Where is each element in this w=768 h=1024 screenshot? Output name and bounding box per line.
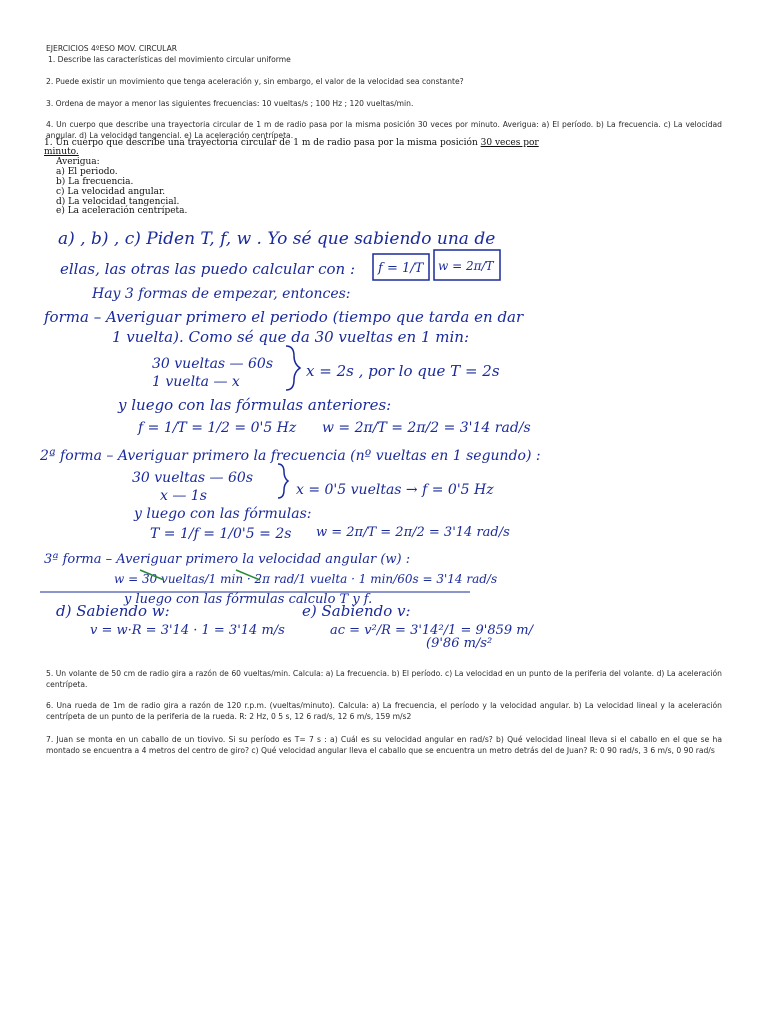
scan-line-1 (44, 138, 539, 148)
hw-line-11: y luego con las fórmulas: (134, 506, 312, 522)
hw-formula-frequency: f = 1/T (378, 261, 424, 276)
hw-line-9: 2ª forma – Averiguar primero la frecuencia (nº vueltas en 1 segundo) : (40, 448, 541, 464)
scan-item-5: e) La aceleración centrípeta. (56, 206, 188, 216)
hw-centripetal-rounded: (9'86 m/s² (426, 636, 493, 651)
hw-d-heading: d) Sabiendo w: (56, 602, 170, 620)
question-6: 6. Una rueda de 1m de radio gira a razón de 120 r.p.m. (vueltas/minuto). Calcula: a) La frecuencia, el período y la velocidad angular. b) La velocidad lineal y la aceleración centrípeta de un punto de la periferia de la rueda. R: 2 Hz, 0 5 s, 12 6 rad/s, 12 6 m/s, 159 m/s2 (46, 701, 722, 721)
scan-item-3: c) La velocidad angular. (56, 187, 166, 197)
document-title: EJERCICIOS 4ºESO MOV. CIRCULAR (46, 44, 178, 53)
scan-line-1-underlined: 30 veces por (480, 138, 539, 148)
brace-1 (286, 346, 300, 390)
hw-angular-calc: w = 2π/T = 2π/2 = 3'14 rad/s (322, 420, 531, 436)
scanned-statement (44, 138, 539, 216)
hw-line-1: a) , b) , c) Piden T, f, w . Yo sé que sabiendo una de (58, 229, 496, 249)
question-4: 4. Un cuerpo que describe una trayectoria circular de 1 m de radio pasa por la misma posición 30 veces por minuto. Averigua: a) El período. b) La frecuencia. c) La velocidad angular. d) La velocidad tangencial. e) La aceleración centrípeta. (46, 120, 722, 140)
hw-formula-angular: w = 2π/T (438, 259, 494, 273)
hw-tangential-calc: v = w·R = 3'14 · 1 = 3'14 m/s (90, 623, 285, 638)
hw-rule2-result: x = 0'5 vueltas → f = 0'5 Hz (296, 482, 494, 498)
hw-centripetal-calc: ac = v²/R = 3'14²/1 = 9'859 m/ (330, 623, 533, 638)
scan-line-2: minuto. (44, 147, 79, 157)
hw-rule-b: 1 vuelta — x (152, 374, 240, 390)
hw-line-7: y luego con las fórmulas anteriores: (118, 396, 392, 414)
question-3: 3. Ordena de mayor a menor las siguientes frecuencias: 10 vueltas/s ; 100 Hz ; 120 vueltas/min. (46, 99, 414, 108)
hw-frequency-calc: f = 1/T = 1/2 = 0'5 Hz (138, 420, 297, 436)
hw-line-4: forma – Averiguar primero el periodo (tiempo que tarda en dar (44, 308, 524, 326)
hw-line-15: y luego con las fórmulas calculo T y f. (124, 592, 373, 607)
question-2: 2. Puede existir un movimiento que tenga aceleración y, sin embargo, el valor de la velocidad sea constante? (46, 77, 464, 86)
hw-rule2-b: x — 1s (160, 488, 207, 504)
hw-line-5: 1 vuelta). Como sé que da 30 vueltas en 1 min: (112, 328, 470, 346)
hw-line-2: ellas, las otras las puedo calcular con : (60, 260, 356, 278)
hw-rule-a: 30 vueltas — 60s (152, 356, 274, 372)
scan-item-1: a) El periodo. (56, 167, 118, 177)
brace-2 (278, 464, 288, 498)
hw-angular-calc-2: w = 2π/T = 2π/2 = 3'14 rad/s (316, 525, 510, 540)
hw-line-3: Hay 3 formas de empezar, entonces: (92, 286, 351, 302)
scan-item-0: Averigua: (56, 157, 100, 167)
question-7: 7. Juan se monta en un caballo de un tiovivo. Si su período es T= 7 s : a) Cuál es su velocidad angular en rad/s? b) Qué velocidad lineal lleva si el caballo en el que se ha montado se encuentra a 4 metros del centro de giro? c) Qué velocidad angular lleva el caballo que se encuentra un metro detrás del de Juan? R: 0 90 rad/s, 3 6 m/s, 0 90 rad/s (46, 735, 722, 755)
scan-item-2: b) La frecuencia. (56, 177, 134, 187)
question-1: 1. Describe las características del movimiento circular uniforme (48, 55, 291, 64)
handwritten-solution (40, 218, 541, 651)
hw-rule-result: x = 2s , por lo que T = 2s (306, 362, 500, 380)
scan-item-4: d) La velocidad tangencial. (56, 197, 180, 207)
hw-e-heading: e) Sabiendo v: (302, 602, 411, 620)
handwritten-solution-svg (40, 218, 541, 638)
scan-line-1-text: 1. Un cuerpo que describe una trayectoria circular de 1 m de radio pasa por la misma posición (44, 138, 478, 148)
hw-period-calc: T = 1/f = 1/0'5 = 2s (150, 526, 292, 542)
question-5: 5. Un volante de 50 cm de radio gira a razón de 60 vueltas/min. Calcula: a) La frecuencia. b) El período. c) La velocidad en un punto de la periferia del volante. d) La aceleración centrípeta. (46, 669, 722, 689)
hw-line-14: w = 30 vueltas/1 min · 2π rad/1 vuelta · 1 min/60s = 3'14 rad/s (114, 572, 498, 586)
hw-line-13: 3ª forma – Averiguar primero la velocidad angular (w) : (44, 552, 411, 567)
hw-rule2-a: 30 vueltas — 60s (132, 470, 254, 486)
